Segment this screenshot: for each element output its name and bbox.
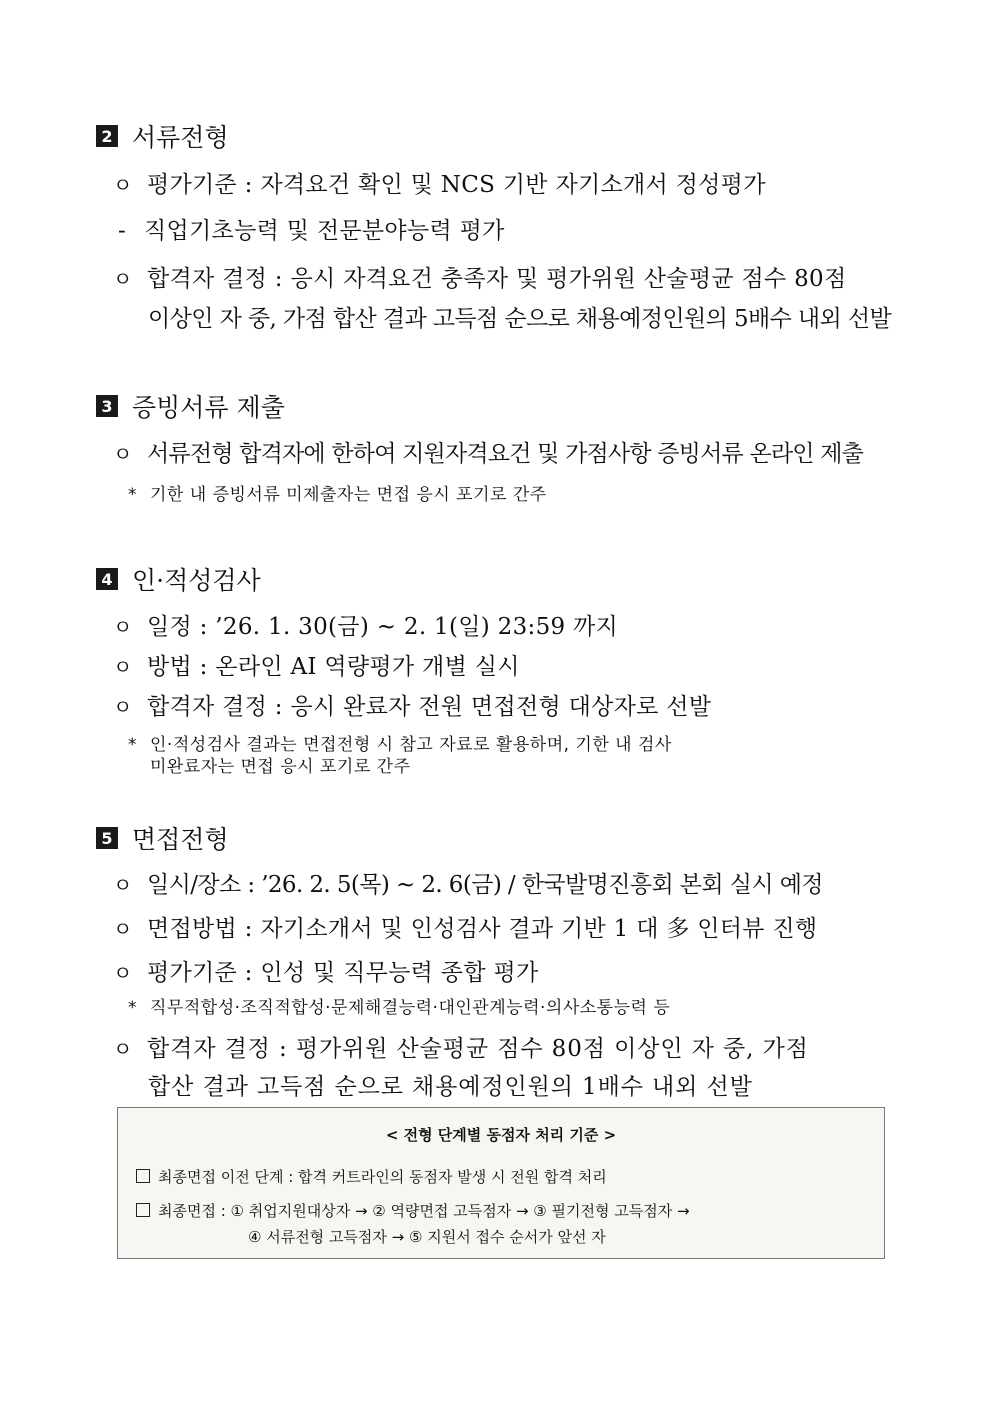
s3-submit-line — [113, 435, 863, 468]
asterisk-icon: * — [128, 485, 137, 505]
s5-datetime-text: 일시/장소 : ’26. 2. 5(목) ~ 2. 6(금) / 한국발명진흥회 본회 실시 예정 — [147, 872, 823, 898]
section-3-heading — [96, 388, 285, 424]
s5-decision-text: 합격자 결정 : 평가위원 산술평균 점수 80점 이상인 자 중, 가점 — [147, 1036, 809, 1062]
s4-schedule-text: 일정 : ’26. 1. 30(금) ~ 2. 1(일) 23:59 까지 — [147, 614, 619, 640]
s5-method-line — [113, 910, 817, 943]
s2-sub-text: 직업기초능력 및 전문분야능력 평가 — [144, 218, 505, 244]
bullet-icon: ㅇ — [113, 655, 133, 679]
s3-note — [128, 480, 547, 505]
section-title: 서류전형 — [132, 123, 229, 152]
s5-method-text: 면접방법 : 자기소개서 및 인성검사 결과 기반 1 대 多 인터뷰 진행 — [147, 916, 818, 942]
bullet-icon: ㅇ — [113, 917, 133, 941]
box-line-final-continued: ④ 서류전형 고득점자 → ⑤ 지원서 접수 순서가 앞선 자 — [248, 1228, 606, 1246]
bullet-icon: ㅇ — [113, 961, 133, 985]
bullet-icon: ㅇ — [113, 173, 133, 197]
s3-submit-text: 서류전형 합격자에 한하여 지원자격요건 및 가점사항 증빙서류 온라인 제출 — [147, 441, 864, 467]
tie-break-criteria-box — [117, 1107, 885, 1259]
s4-decision-line — [113, 688, 711, 721]
s2-criteria-text: 평가기준 : 자격요건 확인 및 NCS 기반 자기소개서 정성평가 — [147, 172, 766, 198]
box-line-final — [136, 1200, 690, 1221]
s2-decision-continued: 이상인 자 중, 가점 합산 결과 고득점 순으로 채용예정인원의 5배수 내외 선발 — [148, 306, 892, 332]
section-title: 면접전형 — [132, 825, 229, 854]
dash-icon: - — [118, 218, 127, 244]
checkbox-square-icon — [136, 1203, 150, 1217]
bullet-icon: ㅇ — [113, 873, 132, 897]
section-number-badge: 5 — [96, 827, 118, 849]
s4-decision-text: 합격자 결정 : 응시 완료자 전원 면접전형 대상자로 선발 — [147, 694, 712, 720]
s2-decision-line — [113, 260, 847, 293]
box-line-final-text: 최종면접 : ① 취업지원대상자 → ② 역량면접 고득점자 → ③ 필기전형 고득점자 → — [158, 1202, 690, 1220]
asterisk-icon: * — [128, 998, 137, 1018]
s4-note-text: 인·적성검사 결과는 면접전형 시 참고 자료로 활용하며, 기한 내 검사 — [150, 735, 672, 755]
s4-method-text: 방법 : 온라인 AI 역량평가 개별 실시 — [147, 654, 520, 680]
box-line-pre-final-text: 최종면접 이전 단계 : 합격 커트라인의 동점자 발생 시 전원 합격 처리 — [158, 1168, 607, 1186]
section-number-badge: 2 — [96, 125, 118, 147]
bullet-icon: ㅇ — [113, 267, 133, 291]
s4-note-continued: 미완료자는 면접 응시 포기로 간주 — [150, 757, 411, 777]
s4-schedule-line — [113, 608, 618, 641]
section-5-heading — [96, 820, 229, 856]
asterisk-icon: * — [128, 735, 137, 755]
bullet-icon: ㅇ — [113, 442, 132, 466]
s2-criteria-line — [113, 166, 766, 199]
s2-sub-line — [118, 212, 505, 245]
box-title: < 전형 단계별 동점자 처리 기준 > — [385, 1126, 617, 1144]
section-title: 인·적성검사 — [132, 566, 261, 595]
s5-datetime-line — [113, 866, 823, 899]
s5-criteria-line — [113, 954, 539, 987]
section-number-badge: 4 — [96, 568, 118, 590]
s3-note-text: 기한 내 증빙서류 미제출자는 면접 응시 포기로 간주 — [150, 485, 547, 505]
section-4-heading — [96, 561, 261, 597]
bullet-icon: ㅇ — [113, 1037, 134, 1061]
bullet-icon: ㅇ — [113, 695, 133, 719]
s5-decision-line — [113, 1030, 809, 1063]
s5-decision-continued: 합산 결과 고득점 순으로 채용예정인원의 1배수 내외 선발 — [148, 1074, 753, 1100]
section-number-badge: 3 — [96, 395, 118, 417]
s5-note-text: 직무적합성·조직적합성·문제해결능력·대인관계능력·의사소통능력 등 — [150, 998, 671, 1018]
section-2-heading — [96, 118, 229, 154]
s5-criteria-text: 평가기준 : 인성 및 직무능력 종합 평가 — [147, 960, 539, 986]
checkbox-square-icon — [136, 1169, 150, 1183]
s5-note — [128, 993, 670, 1018]
section-title: 증빙서류 제출 — [132, 393, 285, 422]
bullet-icon: ㅇ — [113, 615, 133, 639]
s4-method-line — [113, 648, 520, 681]
s2-decision-text: 합격자 결정 : 응시 자격요건 충족자 및 평가위원 산술평균 점수 80점 — [147, 266, 847, 292]
box-line-pre-final — [136, 1166, 607, 1187]
